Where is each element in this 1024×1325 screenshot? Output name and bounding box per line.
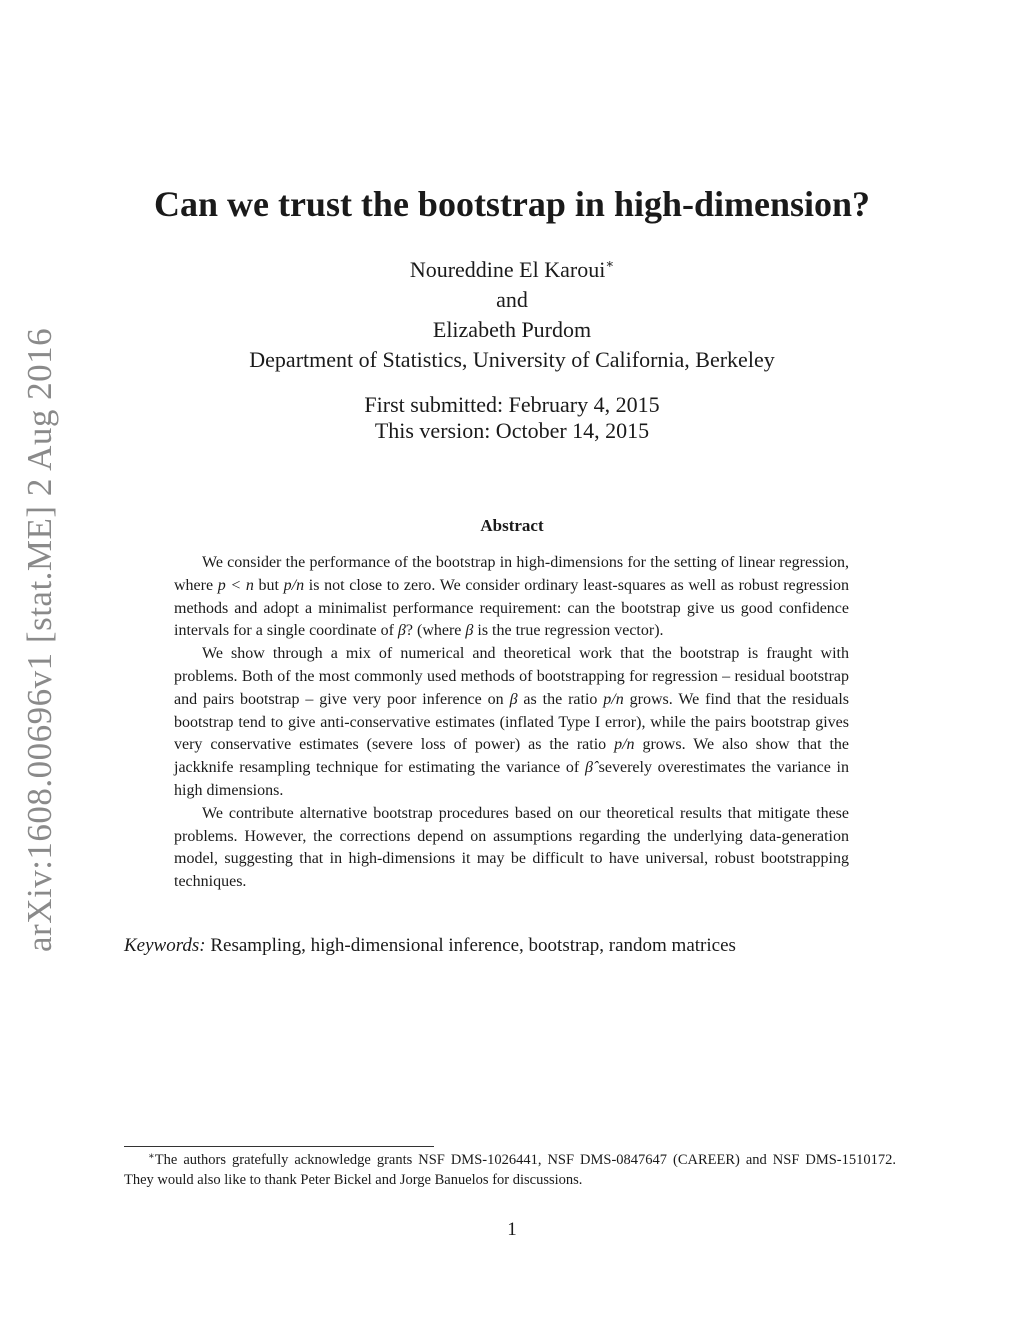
keywords-text: Resampling, high-dimensional inference, bootstrap, random matrices xyxy=(205,935,736,956)
math-beta-hat: β̂ xyxy=(584,759,593,777)
author-conjunction: and xyxy=(496,287,528,312)
math-beta: β xyxy=(509,690,518,708)
author-block xyxy=(0,255,1024,375)
footnote xyxy=(124,1150,896,1190)
submitted-date: First submitted: February 4, 2015 xyxy=(364,392,660,417)
author-name-2: Elizabeth Purdom xyxy=(432,317,592,342)
abstract-body xyxy=(174,552,849,894)
abstract-p2-text-d: grows. We also show that the jackknife resampling technique for estimating the variance of xyxy=(174,736,849,777)
abstract-paragraph-1 xyxy=(174,552,849,643)
abstract-p2-text-b: as the ratio xyxy=(517,690,604,708)
abstract-paragraph-3: We contribute alternative bootstrap procedures based on our theoretical results that mitigate these problems. However, the corrections depend on assumptions regarding the underlying data-generation model, suggesting that in high-dimensions it may be difficult to have universal, robust bootstrapping techniques. xyxy=(174,804,849,891)
author-line-1 xyxy=(0,255,1024,285)
math-p-over-n: p/n xyxy=(283,576,305,594)
abstract-p1-text-c: is not close to zero. We consider ordinary least-squares as well as robust regression methods and adopt a minimalist performance requirement: can the bootstrap give us good confidence intervals for a single coordinate of xyxy=(174,576,849,640)
footnote-mark: ∗ xyxy=(148,1151,155,1162)
author-footnote-mark: ∗ xyxy=(605,256,615,271)
footnote-text: The authors gratefully acknowledge grants NSF DMS-1026441, NSF DMS-0847647 (CAREER) and NSF DMS-1510172. They would also like to thank Peter Bickel and Jorge Banuelos for discussions. xyxy=(124,1152,896,1188)
abstract-p1-text-a: We consider the performance of the bootstrap in high-dimensions for the setting of linear regression, where xyxy=(174,554,849,594)
abstract-p2-text-c: grows. We find that the residuals bootstrap tend to give anti-conservative estimates (inflated Type I error), while the pairs bootstrap gives very conservative estimates (severe loss of power) as the ratio xyxy=(174,690,849,754)
abstract-p2-text-a: We show through a mix of numerical and theoretical work that the bootstrap is fraught with problems. Both of the most commonly used methods of bootstrapping for regression – residual bootstrap and pairs bootstrap – give very poor inference on xyxy=(174,645,849,708)
abstract-p1-text-e: is the true regression vector). xyxy=(473,622,664,640)
arxiv-identifier-stamp: arXiv:1608.00696v1 [stat.ME] 2 Aug 2016 xyxy=(20,327,59,952)
math-beta: β xyxy=(397,622,406,640)
abstract-paragraph-2 xyxy=(174,643,849,803)
keywords-line xyxy=(124,933,884,959)
keywords-label: Keywords: xyxy=(124,935,206,956)
math-p-over-n: p/n xyxy=(603,690,624,708)
paper-title: Can we trust the bootstrap in high-dimension? xyxy=(153,184,871,224)
math-p-over-n: p/n xyxy=(614,736,635,754)
abstract-p1-text-b: but xyxy=(253,576,284,594)
abstract-p2-text-e: severely overestimates the variance in high dimensions. xyxy=(174,759,849,799)
author-name-1: Noureddine El Karoui xyxy=(409,257,606,282)
abstract-heading: Abstract xyxy=(480,516,544,535)
footnote-divider xyxy=(124,1146,434,1147)
date-block xyxy=(0,392,1024,444)
page-number: 1 xyxy=(507,1219,517,1240)
author-affiliation: Department of Statistics, University of California, Berkeley xyxy=(249,347,775,372)
version-date: This version: October 14, 2015 xyxy=(374,418,650,443)
abstract-p1-text-d: ? (where xyxy=(405,622,466,640)
math-beta: β xyxy=(465,622,474,640)
math-p-less-n: p < n xyxy=(217,576,254,594)
